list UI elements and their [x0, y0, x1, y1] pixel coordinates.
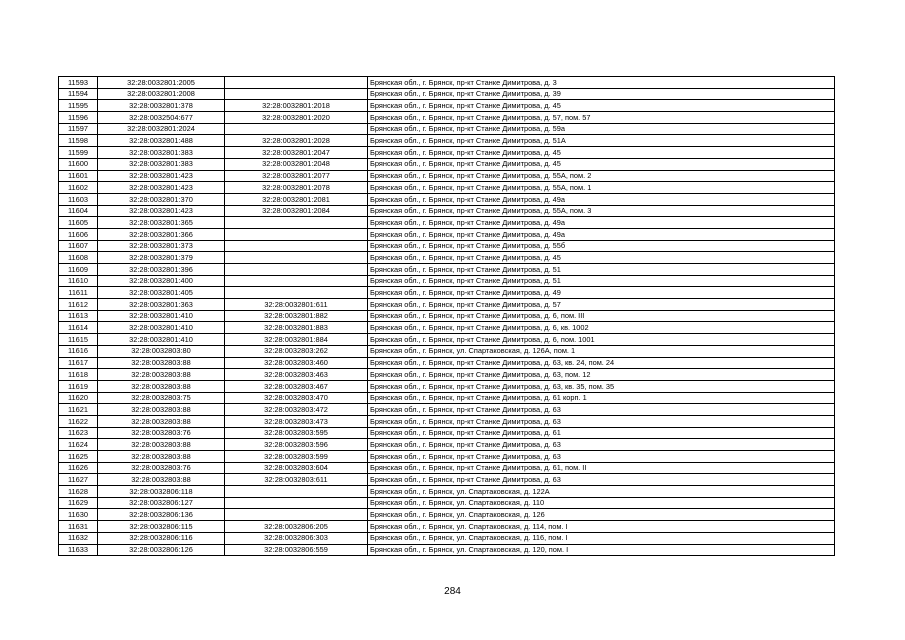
address-cell: Брянская обл., г. Брянск, пр-кт Станке Димитрова, д. 51: [368, 275, 835, 287]
related-cadastral-number-cell: 32:28:0032801:2081: [225, 193, 368, 205]
table-row: [59, 357, 835, 369]
table-row: [59, 544, 835, 556]
address-cell: Брянская обл., г. Брянск, пр-кт Станке Димитрова, д. 61: [368, 427, 835, 439]
address-cell: Брянская обл., г. Брянск, пр-кт Станке Димитрова, д. 63: [368, 451, 835, 463]
page-number: 284: [444, 586, 461, 597]
table-row: [59, 474, 835, 486]
row-number-cell: 11622: [59, 415, 98, 427]
related-cadastral-number-cell: [225, 287, 368, 299]
row-number-cell: 11625: [59, 451, 98, 463]
row-number-cell: 11613: [59, 310, 98, 322]
row-number-cell: 11623: [59, 427, 98, 439]
address-cell: Брянская обл., г. Брянск, пр-кт Станке Димитрова, д. 6, пом. III: [368, 310, 835, 322]
address-cell: Брянская обл., г. Брянск, пр-кт Станке Димитрова, д. 45: [368, 158, 835, 170]
related-cadastral-number-cell: 32:28:0032801:2020: [225, 112, 368, 124]
cadastral-number-cell: 32:28:0032803:88: [98, 369, 225, 381]
address-cell: Брянская обл., г. Брянск, пр-кт Станке Димитрова, д. 57, пом. 57: [368, 112, 835, 124]
row-number-cell: 11627: [59, 474, 98, 486]
table-row: [59, 100, 835, 112]
address-cell: Брянская обл., г. Брянск, пр-кт Станке Димитрова, д. 49а: [368, 217, 835, 229]
cadastral-number-cell: 32:28:0032803:88: [98, 451, 225, 463]
cadastral-number-cell: 32:28:0032806:116: [98, 532, 225, 544]
table-row: [59, 392, 835, 404]
table-row: [59, 205, 835, 217]
cadastral-number-cell: 32:28:0032801:373: [98, 240, 225, 252]
related-cadastral-number-cell: [225, 252, 368, 264]
cadastral-number-cell: 32:28:0032801:383: [98, 147, 225, 159]
table-row: [59, 404, 835, 416]
address-cell: Брянская обл., г. Брянск, пр-кт Станке Димитрова, д. 6, пом. 1001: [368, 334, 835, 346]
address-cell: Брянская обл., г. Брянск, пр-кт Станке Димитрова, д. 61 корп. 1: [368, 392, 835, 404]
cadastral-number-cell: 32:28:0032801:396: [98, 264, 225, 276]
row-number-cell: 11598: [59, 135, 98, 147]
related-cadastral-number-cell: 32:28:0032803:599: [225, 451, 368, 463]
address-cell: Брянская обл., г. Брянск, пр-кт Станке Димитрова, д. 55А, пом. 3: [368, 205, 835, 217]
table-row: [59, 252, 835, 264]
table-row: [59, 439, 835, 451]
table-row: [59, 369, 835, 381]
table-row: [59, 240, 835, 252]
related-cadastral-number-cell: 32:28:0032803:463: [225, 369, 368, 381]
registry-table: [58, 76, 835, 556]
cadastral-number-cell: 32:28:0032801:366: [98, 228, 225, 240]
related-cadastral-number-cell: 32:28:0032803:460: [225, 357, 368, 369]
table-row: [59, 217, 835, 229]
cadastral-number-cell: 32:28:0032801:423: [98, 205, 225, 217]
row-number-cell: 11619: [59, 380, 98, 392]
related-cadastral-number-cell: 32:28:0032803:467: [225, 380, 368, 392]
related-cadastral-number-cell: 32:28:0032801:2078: [225, 182, 368, 194]
table-row: [59, 112, 835, 124]
table-row: [59, 264, 835, 276]
table-row: [59, 427, 835, 439]
cadastral-number-cell: 32:28:0032801:2024: [98, 123, 225, 135]
related-cadastral-number-cell: [225, 486, 368, 498]
row-number-cell: 11594: [59, 88, 98, 100]
row-number-cell: 11631: [59, 521, 98, 533]
cadastral-number-cell: 32:28:0032504:677: [98, 112, 225, 124]
address-cell: Брянская обл., г. Брянск, ул. Спартаковская, д. 120, пом. I: [368, 544, 835, 556]
address-cell: Брянская обл., г. Брянск, пр-кт Станке Димитрова, д. 59а: [368, 123, 835, 135]
address-cell: Брянская обл., г. Брянск, пр-кт Станке Димитрова, д. 55А, пом. 2: [368, 170, 835, 182]
address-cell: Брянская обл., г. Брянск, ул. Спартаковская, д. 122А: [368, 486, 835, 498]
cadastral-number-cell: 32:28:0032801:410: [98, 334, 225, 346]
related-cadastral-number-cell: 32:28:0032803:596: [225, 439, 368, 451]
address-cell: Брянская обл., г. Брянск, пр-кт Станке Димитрова, д. 63, кв. 24, пом. 24: [368, 357, 835, 369]
cadastral-number-cell: 32:28:0032801:423: [98, 170, 225, 182]
related-cadastral-number-cell: 32:28:0032801:2018: [225, 100, 368, 112]
row-number-cell: 11621: [59, 404, 98, 416]
address-cell: Брянская обл., г. Брянск, ул. Спартаковская, д. 126А, пом. 1: [368, 345, 835, 357]
related-cadastral-number-cell: [225, 217, 368, 229]
row-number-cell: 11593: [59, 77, 98, 89]
table-row: [59, 380, 835, 392]
related-cadastral-number-cell: [225, 275, 368, 287]
table-row: [59, 310, 835, 322]
table-row: [59, 334, 835, 346]
row-number-cell: 11611: [59, 287, 98, 299]
table-row: [59, 345, 835, 357]
address-cell: Брянская обл., г. Брянск, пр-кт Станке Димитрова, д. 63, пом. 12: [368, 369, 835, 381]
related-cadastral-number-cell: [225, 264, 368, 276]
row-number-cell: 11628: [59, 486, 98, 498]
row-number-cell: 11609: [59, 264, 98, 276]
address-cell: Брянская обл., г. Брянск, пр-кт Станке Димитрова, д. 49: [368, 287, 835, 299]
row-number-cell: 11595: [59, 100, 98, 112]
table-row: [59, 228, 835, 240]
table-row: [59, 77, 835, 89]
row-number-cell: 11600: [59, 158, 98, 170]
table-row: [59, 462, 835, 474]
cadastral-number-cell: 32:28:0032803:75: [98, 392, 225, 404]
address-cell: Брянская обл., г. Брянск, ул. Спартаковская, д. 110: [368, 497, 835, 509]
cadastral-number-cell: 32:28:0032801:410: [98, 310, 225, 322]
row-number-cell: 11601: [59, 170, 98, 182]
row-number-cell: 11633: [59, 544, 98, 556]
address-cell: Брянская обл., г. Брянск, пр-кт Станке Димитрова, д. 63: [368, 474, 835, 486]
row-number-cell: 11632: [59, 532, 98, 544]
cadastral-number-cell: 32:28:0032806:118: [98, 486, 225, 498]
row-number-cell: 11599: [59, 147, 98, 159]
cadastral-number-cell: 32:28:0032801:410: [98, 322, 225, 334]
row-number-cell: 11608: [59, 252, 98, 264]
related-cadastral-number-cell: 32:28:0032801:882: [225, 310, 368, 322]
table-row: [59, 123, 835, 135]
related-cadastral-number-cell: [225, 77, 368, 89]
row-number-cell: 11626: [59, 462, 98, 474]
address-cell: Брянская обл., г. Брянск, пр-кт Станке Димитрова, д. 45: [368, 252, 835, 264]
related-cadastral-number-cell: 32:28:0032803:473: [225, 415, 368, 427]
row-number-cell: 11618: [59, 369, 98, 381]
related-cadastral-number-cell: 32:28:0032803:472: [225, 404, 368, 416]
row-number-cell: 11596: [59, 112, 98, 124]
address-cell: Брянская обл., г. Брянск, пр-кт Станке Димитрова, д. 55А, пом. 1: [368, 182, 835, 194]
related-cadastral-number-cell: [225, 88, 368, 100]
table-row: [59, 158, 835, 170]
cadastral-number-cell: 32:28:0032803:80: [98, 345, 225, 357]
table-row: [59, 275, 835, 287]
row-number-cell: 11614: [59, 322, 98, 334]
table-row: [59, 497, 835, 509]
related-cadastral-number-cell: 32:28:0032801:611: [225, 299, 368, 311]
cadastral-number-cell: 32:28:0032801:379: [98, 252, 225, 264]
cadastral-number-cell: 32:28:0032806:126: [98, 544, 225, 556]
address-cell: Брянская обл., г. Брянск, пр-кт Станке Димитрова, д. 49а: [368, 228, 835, 240]
related-cadastral-number-cell: 32:28:0032801:2047: [225, 147, 368, 159]
related-cadastral-number-cell: 32:28:0032801:2048: [225, 158, 368, 170]
related-cadastral-number-cell: 32:28:0032803:595: [225, 427, 368, 439]
related-cadastral-number-cell: 32:28:0032801:2028: [225, 135, 368, 147]
address-cell: Брянская обл., г. Брянск, пр-кт Станке Димитрова, д. 63, кв. 35, пом. 35: [368, 380, 835, 392]
row-number-cell: 11615: [59, 334, 98, 346]
table-row: [59, 299, 835, 311]
related-cadastral-number-cell: 32:28:0032801:883: [225, 322, 368, 334]
address-cell: Брянская обл., г. Брянск, пр-кт Станке Димитрова, д. 49а: [368, 193, 835, 205]
row-number-cell: 11624: [59, 439, 98, 451]
related-cadastral-number-cell: 32:28:0032801:2084: [225, 205, 368, 217]
address-cell: Брянская обл., г. Брянск, пр-кт Станке Димитрова, д. 45: [368, 100, 835, 112]
address-cell: Брянская обл., г. Брянск, ул. Спартаковская, д. 114, пом. I: [368, 521, 835, 533]
table-row: [59, 532, 835, 544]
address-cell: Брянская обл., г. Брянск, пр-кт Станке Димитрова, д. 63: [368, 439, 835, 451]
table-row: [59, 135, 835, 147]
cadastral-number-cell: 32:28:0032801:488: [98, 135, 225, 147]
address-cell: Брянская обл., г. Брянск, пр-кт Станке Димитрова, д. 55б: [368, 240, 835, 252]
cadastral-number-cell: 32:28:0032801:423: [98, 182, 225, 194]
related-cadastral-number-cell: 32:28:0032801:884: [225, 334, 368, 346]
address-cell: Брянская обл., г. Брянск, пр-кт Станке Димитрова, д. 39: [368, 88, 835, 100]
table-row: [59, 521, 835, 533]
related-cadastral-number-cell: [225, 123, 368, 135]
row-number-cell: 11617: [59, 357, 98, 369]
cadastral-number-cell: 32:28:0032801:383: [98, 158, 225, 170]
related-cadastral-number-cell: 32:28:0032803:262: [225, 345, 368, 357]
cadastral-number-cell: 32:28:0032806:115: [98, 521, 225, 533]
row-number-cell: 11616: [59, 345, 98, 357]
related-cadastral-number-cell: [225, 509, 368, 521]
related-cadastral-number-cell: 32:28:0032803:611: [225, 474, 368, 486]
row-number-cell: 11610: [59, 275, 98, 287]
row-number-cell: 11607: [59, 240, 98, 252]
cadastral-number-cell: 32:28:0032803:76: [98, 462, 225, 474]
address-cell: Брянская обл., г. Брянск, пр-кт Станке Димитрова, д. 63: [368, 415, 835, 427]
related-cadastral-number-cell: [225, 228, 368, 240]
cadastral-number-cell: 32:28:0032803:88: [98, 439, 225, 451]
table-row: [59, 486, 835, 498]
related-cadastral-number-cell: 32:28:0032801:2077: [225, 170, 368, 182]
related-cadastral-number-cell: 32:28:0032803:470: [225, 392, 368, 404]
related-cadastral-number-cell: [225, 497, 368, 509]
cadastral-number-cell: 32:28:0032801:378: [98, 100, 225, 112]
row-number-cell: 11602: [59, 182, 98, 194]
registry-table-body: [59, 77, 835, 556]
address-cell: Брянская обл., г. Брянск, пр-кт Станке Димитрова, д. 51: [368, 264, 835, 276]
table-row: [59, 287, 835, 299]
cadastral-number-cell: 32:28:0032803:88: [98, 404, 225, 416]
row-number-cell: 11604: [59, 205, 98, 217]
row-number-cell: 11603: [59, 193, 98, 205]
row-number-cell: 11606: [59, 228, 98, 240]
related-cadastral-number-cell: 32:28:0032806:303: [225, 532, 368, 544]
cadastral-number-cell: 32:28:0032801:2008: [98, 88, 225, 100]
related-cadastral-number-cell: 32:28:0032806:205: [225, 521, 368, 533]
address-cell: Брянская обл., г. Брянск, ул. Спартаковская, д. 116, пом. I: [368, 532, 835, 544]
cadastral-number-cell: 32:28:0032803:88: [98, 380, 225, 392]
cadastral-number-cell: 32:28:0032803:76: [98, 427, 225, 439]
row-number-cell: 11605: [59, 217, 98, 229]
row-number-cell: 11630: [59, 509, 98, 521]
row-number-cell: 11629: [59, 497, 98, 509]
row-number-cell: 11612: [59, 299, 98, 311]
table-row: [59, 451, 835, 463]
table-row: [59, 88, 835, 100]
address-cell: Брянская обл., г. Брянск, пр-кт Станке Димитрова, д. 57: [368, 299, 835, 311]
table-row: [59, 147, 835, 159]
table-row: [59, 170, 835, 182]
table-row: [59, 182, 835, 194]
address-cell: Брянская обл., г. Брянск, пр-кт Станке Димитрова, д. 51А: [368, 135, 835, 147]
related-cadastral-number-cell: [225, 240, 368, 252]
row-number-cell: 11620: [59, 392, 98, 404]
cadastral-number-cell: 32:28:0032806:136: [98, 509, 225, 521]
cadastral-number-cell: 32:28:0032801:363: [98, 299, 225, 311]
address-cell: Брянская обл., г. Брянск, пр-кт Станке Димитрова, д. 3: [368, 77, 835, 89]
cadastral-number-cell: 32:28:0032801:2005: [98, 77, 225, 89]
table-row: [59, 415, 835, 427]
address-cell: Брянская обл., г. Брянск, пр-кт Станке Димитрова, д. 6, кв. 1002: [368, 322, 835, 334]
address-cell: Брянская обл., г. Брянск, пр-кт Станке Димитрова, д. 63: [368, 404, 835, 416]
cadastral-number-cell: 32:28:0032803:88: [98, 357, 225, 369]
table-row: [59, 193, 835, 205]
cadastral-number-cell: 32:28:0032803:88: [98, 474, 225, 486]
cadastral-number-cell: 32:28:0032801:370: [98, 193, 225, 205]
row-number-cell: 11597: [59, 123, 98, 135]
related-cadastral-number-cell: 32:28:0032803:604: [225, 462, 368, 474]
address-cell: Брянская обл., г. Брянск, ул. Спартаковская, д. 126: [368, 509, 835, 521]
cadastral-number-cell: 32:28:0032801:400: [98, 275, 225, 287]
address-cell: Брянская обл., г. Брянск, пр-кт Станке Димитрова, д. 45: [368, 147, 835, 159]
cadastral-number-cell: 32:28:0032803:88: [98, 415, 225, 427]
table-row: [59, 509, 835, 521]
address-cell: Брянская обл., г. Брянск, пр-кт Станке Димитрова, д. 61, пом. II: [368, 462, 835, 474]
cadastral-number-cell: 32:28:0032801:365: [98, 217, 225, 229]
cadastral-number-cell: 32:28:0032801:405: [98, 287, 225, 299]
table-row: [59, 322, 835, 334]
cadastral-number-cell: 32:28:0032806:127: [98, 497, 225, 509]
related-cadastral-number-cell: 32:28:0032806:559: [225, 544, 368, 556]
